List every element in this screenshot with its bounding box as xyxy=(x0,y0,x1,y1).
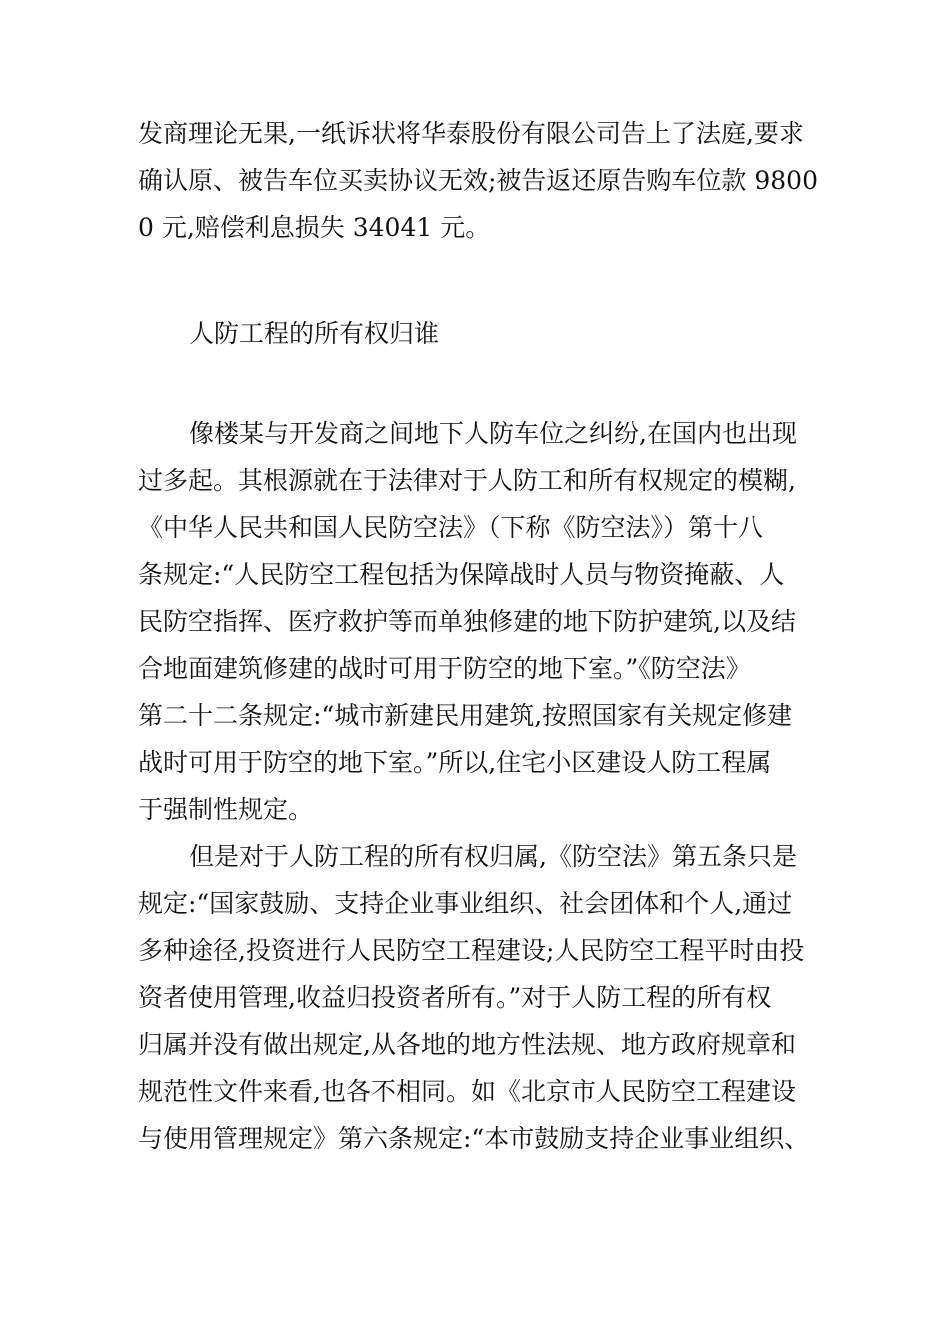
paragraph-line: 合地面建筑修建的战时可用于防空的地下室。”《防空法》 xyxy=(138,654,751,683)
paragraph-line: 《中华人民共和国人民防空法》（下称《防空法》）第十八 xyxy=(138,513,764,542)
paragraph-1 xyxy=(138,110,818,251)
paragraph-line: 但是对于人防工程的所有权归属,《防空法》第五条只是 xyxy=(189,842,797,871)
paragraph-line: 条规定:“人民防空工程包括为保障战时人员与物资掩蔽、人 xyxy=(138,560,785,589)
paragraph-line: 规范性文件来看,也各不相同。如《北京市人民防空工程建设 xyxy=(138,1077,796,1106)
paragraph-line: 归属并没有做出规定,从各地的地方性法规、地方政府规章和 xyxy=(138,1030,796,1059)
paragraph-line: 确认原、被告车位买卖协议无效;被告返还原告购车位款 9800 xyxy=(138,166,818,195)
paragraph-2 xyxy=(138,410,818,1162)
paragraph-line: 民防空指挥、医疗救护等而单独修建的地下防护建筑,以及结 xyxy=(138,607,796,636)
paragraph-line: 过多起。其根源就在于法律对于人防工和所有权规定的模糊, xyxy=(138,466,796,495)
paragraph-line: 于强制性规定。 xyxy=(138,795,314,824)
paragraph-line: 发商理论无果,一纸诉状将华泰股份有限公司告上了法庭,要求 xyxy=(138,119,804,148)
paragraph-line: 与使用管理规定》第六条规定:“本市鼓励支持企业事业组织、 xyxy=(138,1124,810,1153)
section-heading xyxy=(138,310,818,357)
paragraph-line: 0 元,赔偿利息损失 34041 元。 xyxy=(138,213,491,242)
paragraph-line: 多种途径,投资进行人民防空工程建设;人民防空工程平时由投 xyxy=(138,936,805,965)
heading-text: 人防工程的所有权归谁 xyxy=(189,319,440,348)
paragraph-line: 像楼某与开发商之间地下人防车位之纠纷,在国内也出现 xyxy=(189,419,797,448)
paragraph-line: 资者使用管理,收益归投资者所有。”对于人防工程的所有权 xyxy=(138,983,772,1012)
paragraph-line: 规定:“国家鼓励、支持企业事业组织、社会团体和个人,通过 xyxy=(138,889,793,918)
paragraph-line: 战时可用于防空的地下室。”所以,住宅小区建设人防工程属 xyxy=(138,748,772,777)
paragraph-line: 第二十二条规定:“城市新建民用建筑,按照国家有关规定修建 xyxy=(138,701,793,730)
